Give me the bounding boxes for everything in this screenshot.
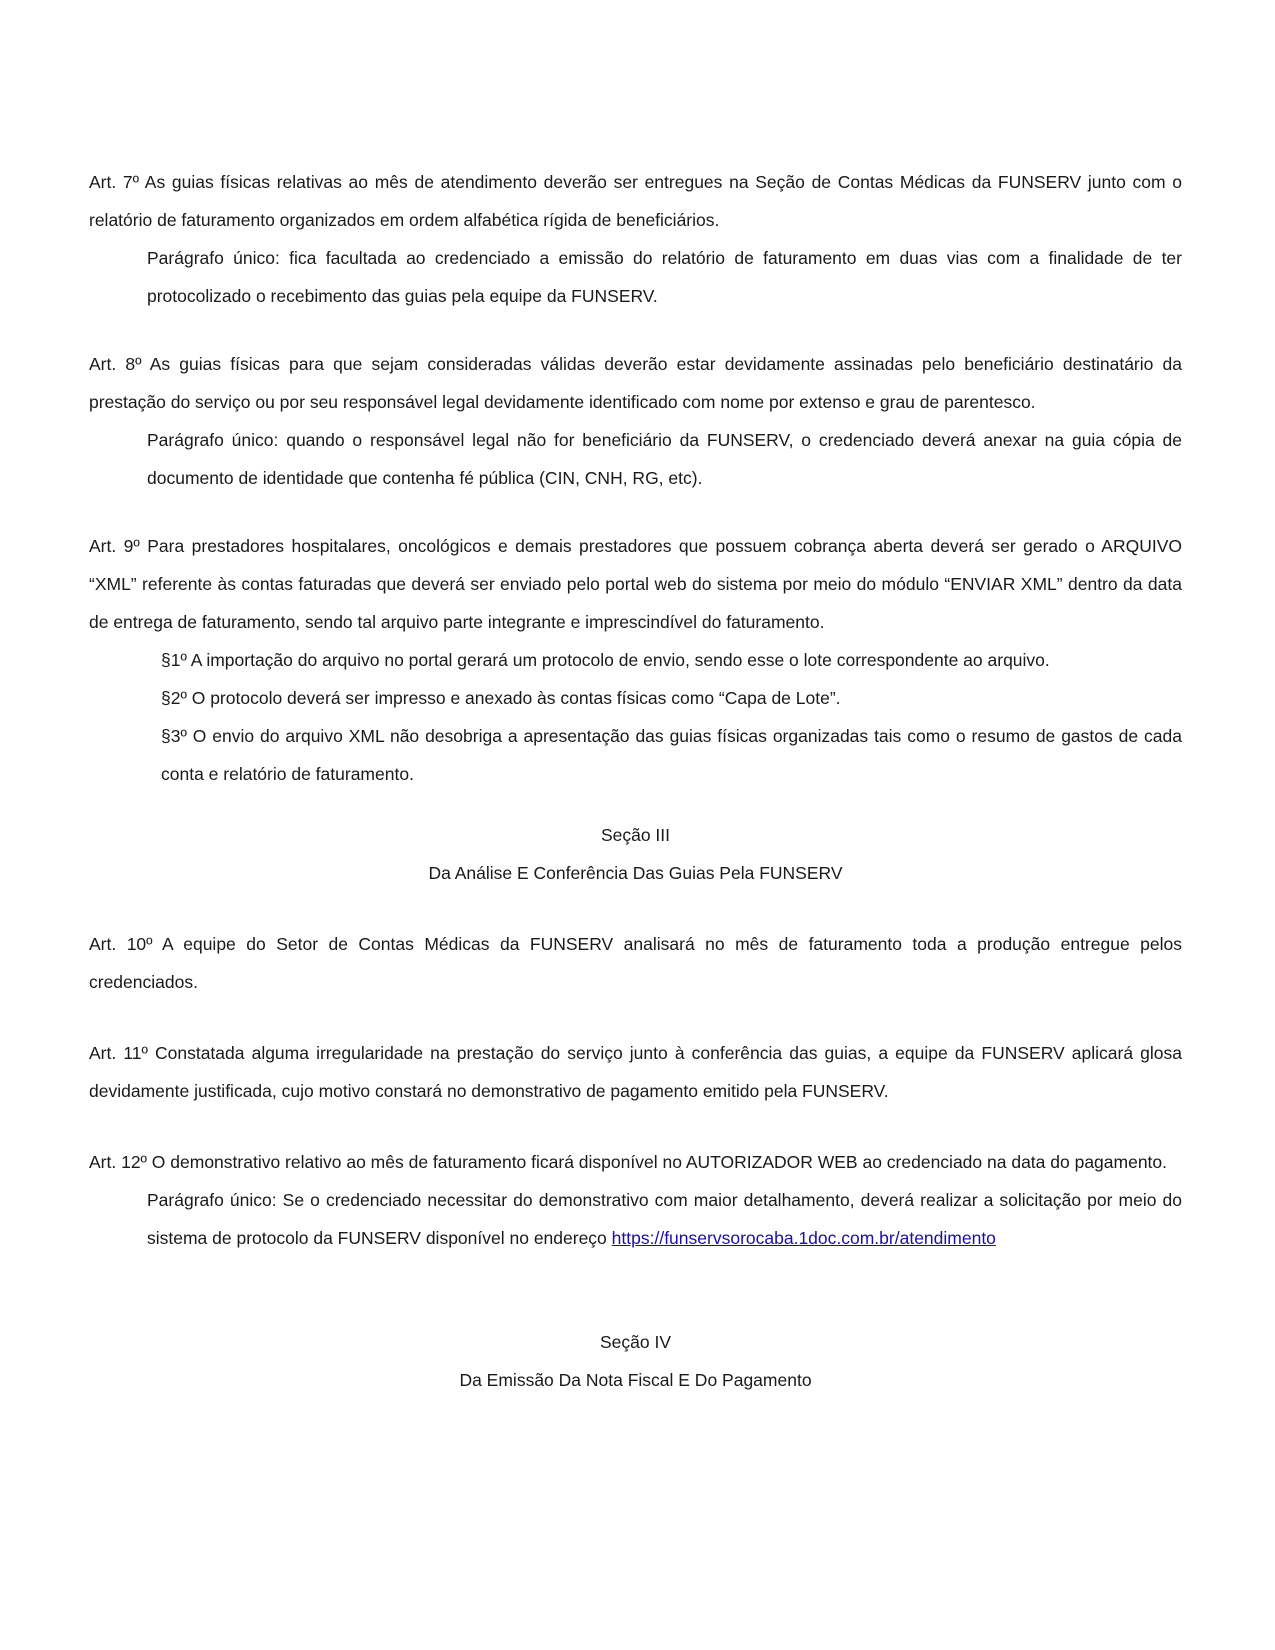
section-4-heading xyxy=(89,1323,1182,1399)
article-9-text: Art. 9º Para prestadores hospitalares, oncológicos e demais prestadores que possuem cobrança aberta deverá ser gerado o ARQUIVO “XML” referente às contas faturadas que deverá ser enviado pelo portal web do sistema por meio do módulo “ENVIAR XML” dentro da data de entrega de faturamento, sendo tal arquivo parte integrante e imprescindível do faturamento. xyxy=(89,536,1182,632)
section-4-subtitle: Da Emissão Da Nota Fiscal E Do Pagamento xyxy=(459,1370,812,1390)
article-11-text: Art. 11º Constatada alguma irregularidade na prestação do serviço junto à conferência das guias, a equipe da FUNSERV aplicará glosa devidamente justificada, cujo motivo constará no demonstrativo de pagamento emitido pela FUNSERV. xyxy=(89,1043,1182,1101)
article-11 xyxy=(89,1034,1182,1110)
article-9 xyxy=(89,527,1182,793)
article-7 xyxy=(89,163,1182,315)
article-12-single-paragraph xyxy=(89,1181,1182,1257)
article-8 xyxy=(89,345,1182,497)
article-7-text: Art. 7º As guias físicas relativas ao mês de atendimento deverão ser entregues na Seção de Contas Médicas da FUNSERV junto com o relatório de faturamento organizados em ordem alfabética rígida de beneficiários. xyxy=(89,172,1182,230)
protocol-link[interactable]: https://funservsorocaba.1doc.com.br/atendimento xyxy=(611,1228,996,1248)
article-10 xyxy=(89,925,1182,1001)
article-12 xyxy=(89,1143,1182,1257)
article-9-paragraph-3: §3º O envio do arquivo XML não desobriga a apresentação das guias físicas organizadas tais como o resumo de gastos de cada conta e relatório de faturamento. xyxy=(161,726,1182,784)
article-8-single-paragraph: Parágrafo único: quando o responsável legal não for beneficiário da FUNSERV, o credenciado deverá anexar na guia cópia de documento de identidade que contenha fé pública (CIN, CNH, RG, etc). xyxy=(147,430,1182,488)
article-7-single-paragraph: Parágrafo único: fica facultada ao credenciado a emissão do relatório de faturamento em duas vias com a finalidade de ter protocolizado o recebimento das guias pela equipe da FUNSERV. xyxy=(147,248,1182,306)
article-8-text: Art. 8º As guias físicas para que sejam consideradas válidas deverão estar devidamente assinadas pelo beneficiário destinatário da prestação do serviço ou por seu responsável legal devidamente identificado com nome por extenso e grau de parentesco. xyxy=(89,354,1182,412)
article-9-paragraph-1: §1º A importação do arquivo no portal gerará um protocolo de envio, sendo esse o lote correspondente ao arquivo. xyxy=(161,650,1050,670)
article-12-paragraph-text: Parágrafo único: Se o credenciado necessitar do demonstrativo com maior detalhamento, deverá realizar a solicitação por meio do sistema de protocolo da FUNSERV disponível no endereço xyxy=(147,1190,1182,1248)
section-3-heading xyxy=(89,816,1182,892)
section-3-subtitle: Da Análise E Conferência Das Guias Pela FUNSERV xyxy=(428,863,843,883)
article-12-text: Art. 12º O demonstrativo relativo ao mês de faturamento ficará disponível no AUTORIZADOR WEB ao credenciado na data do pagamento. xyxy=(89,1152,1168,1172)
article-9-paragraph-2: §2º O protocolo deverá ser impresso e anexado às contas físicas como “Capa de Lote”. xyxy=(161,688,841,708)
section-3-title: Seção III xyxy=(600,825,671,845)
article-10-text: Art. 10º A equipe do Setor de Contas Médicas da FUNSERV analisará no mês de faturamento toda a produção entregue pelos credenciados. xyxy=(89,934,1182,992)
section-4-title: Seção IV xyxy=(599,1332,672,1352)
